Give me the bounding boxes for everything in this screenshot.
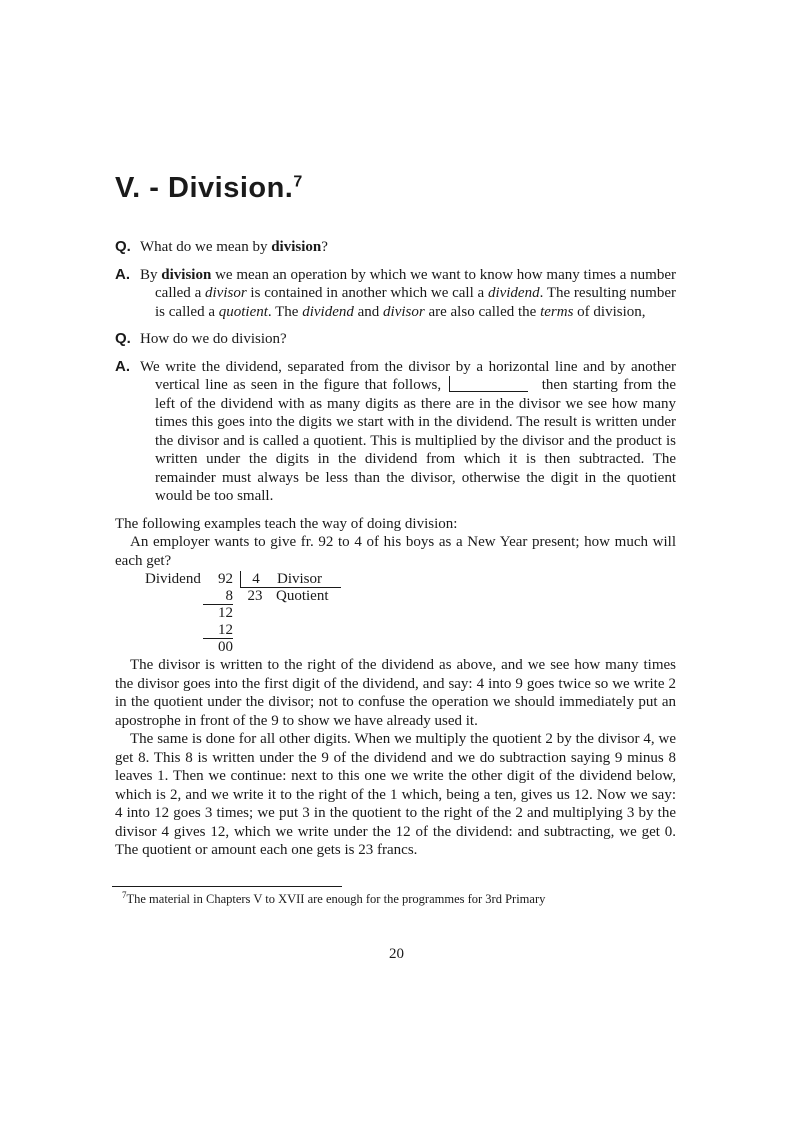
division-row-4: [145, 622, 676, 639]
answer-1-text: By division we mean an operation by which we want to know how many times a number called a divisor is contained in another which we call a dividend. The resulting number is called a quotient. The dividend and divisor are also called the terms of division,: [140, 266, 676, 320]
product-1-value: 8: [203, 588, 233, 605]
paragraph-remaining-digits: The same is done for all other digits. When we multiply the quotient 2 by the divisor 4, we get 8. This 8 is written under the 9 of the dividend and we do subtraction saying 9 minus 8 leaves 1. Then we continue: next to this one we write the other digit of the dividend below, which is 2, and we write it to the right of the 1 which, being a ten, gives us 12. Now we say: 4 into 12 goes 3 times; we put 3 in the quotient to the right of the 2 and multiplying 3 by the divisor 4 gives 12, which we write under the 12 of the dividend: and subtracting, we get 0. The quotient or amount each one gets is 23 francs.: [115, 731, 676, 858]
paragraph-divisor-explanation: The divisor is written to the right of the dividend as above, and we see how many times the divisor goes into the first digit of the dividend, and say: 4 into 9 goes twice so we write 2 in the quotient under the divisor; not to confuse the operation we should immediately put an apostrophe in front of the 9 to show we have already used it.: [115, 657, 676, 729]
question-1: [115, 238, 676, 257]
question-2-text: How do we do division?: [140, 331, 287, 347]
answer-2: [115, 358, 676, 506]
footnote-text: [112, 889, 673, 907]
quotient-label: Quotient: [276, 588, 329, 604]
division-bracket-figure: [449, 376, 528, 392]
footnote-rule: [112, 886, 342, 887]
division-row-3: [145, 605, 676, 622]
question-2-label: Q.: [115, 330, 131, 347]
dividend-label: Dividend: [145, 571, 201, 587]
division-row-5: [145, 639, 676, 656]
divisor-value: 4: [252, 571, 260, 587]
footnote-body: The material in Chapters V to XVII are enough for the programmes for 3rd Primary: [126, 892, 546, 906]
answer-2-label: A.: [115, 357, 130, 375]
division-bracket-gap: [233, 571, 240, 588]
paragraph-examples-intro: The following examples teach the way of doing division:: [115, 515, 458, 532]
divisor-label: Divisor: [277, 571, 322, 587]
chapter-title: [115, 172, 676, 204]
remainder-1-value: 12: [218, 605, 233, 621]
dividend-value: 92: [218, 571, 233, 587]
chapter-title-text: V. - Division.: [115, 172, 294, 204]
title-footnote-marker: 7: [293, 173, 303, 191]
division-row-2: [145, 588, 676, 605]
answer-2-text: We write the dividend, separated from the divisor by a horizontal line and by another vertical line as seen in the figure that follows, then starting from the left of the dividend with as many digits as there are in the divisor we see how many times this goes into the digits we start with in the dividend. The result is written under the divisor and is called a quotient. This is multiplied by the divisor and the product is written under the digits in the dividend from which it is then subtracted. The remainder must always be less than the divisor, otherwise the digit in the quotient would be too small.: [140, 358, 676, 504]
long-division-example: [145, 571, 676, 656]
paragraph-employer-problem: An employer wants to give fr. 92 to 4 of his boys as a New Year present; how much will each get?: [115, 534, 676, 569]
division-row-1: [145, 571, 676, 588]
quotient-value: 23: [247, 588, 263, 604]
question-2: [115, 330, 676, 349]
question-1-text: What do we mean by division?: [140, 239, 328, 255]
question-1-label: Q.: [115, 238, 131, 255]
division-bracket: [240, 571, 341, 588]
footnote: [112, 886, 673, 907]
answer-1: [115, 266, 676, 322]
page-content: [115, 172, 676, 860]
remainder-2-value: 00: [218, 639, 233, 655]
product-2-value: 12: [203, 622, 233, 639]
footnote-marker: 7: [122, 889, 127, 900]
page-number: 20: [389, 946, 404, 962]
answer-1-label: A.: [115, 265, 130, 283]
